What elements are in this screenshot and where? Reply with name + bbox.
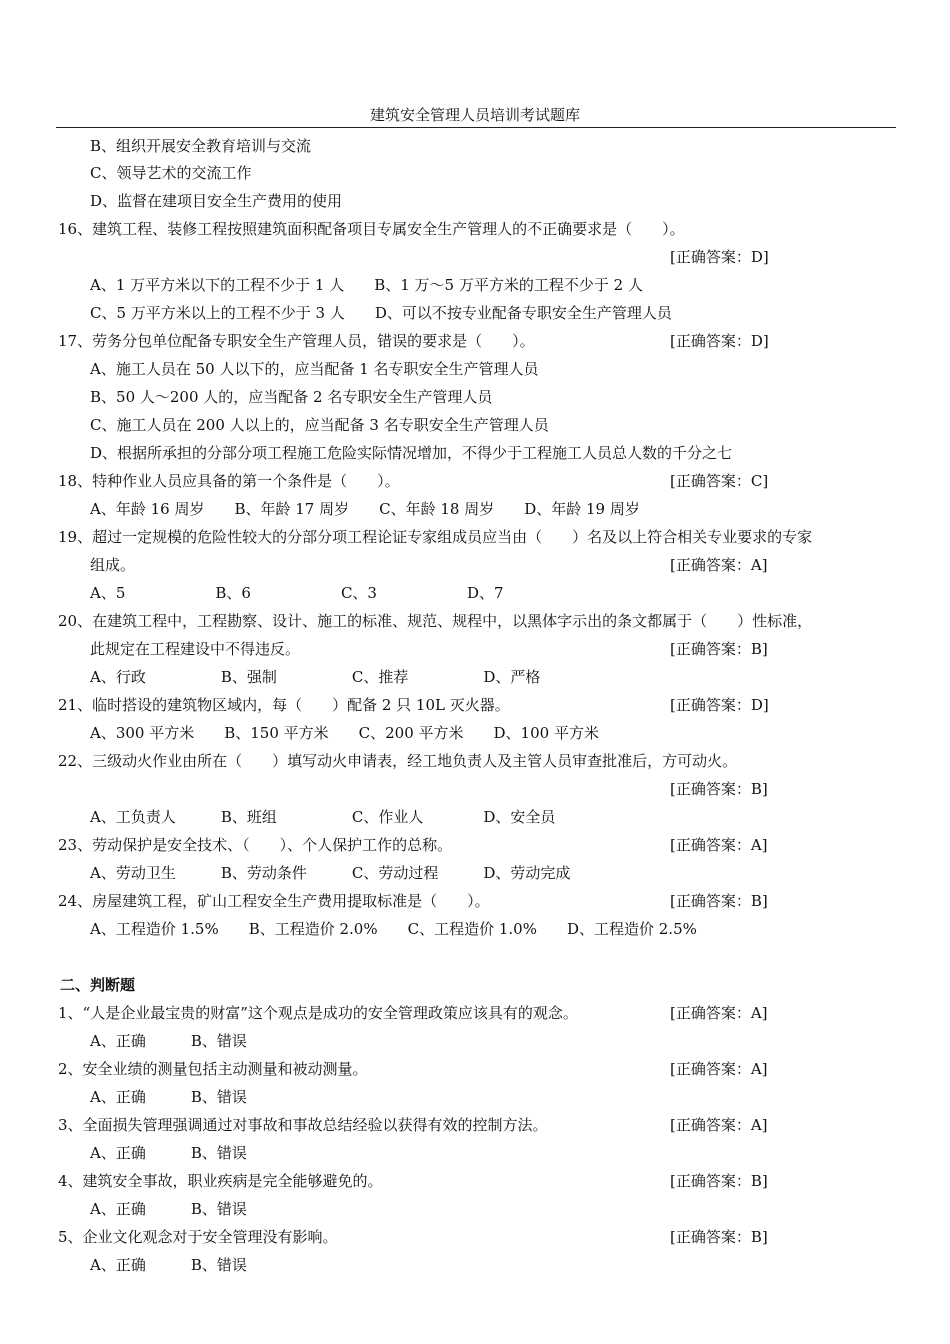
text-line: 21、临时搭设的建筑物区域内，每（ ）配备 2 只 10L 灭火器。: [58, 696, 510, 714]
text-line: B、50 人～200 人的，应当配备 2 名专职安全生产管理人员: [90, 388, 493, 406]
text-line: A、300 平方米 B、150 平方米 C、200 平方米 D、100 平方米: [90, 724, 599, 742]
text-line: A、年龄 16 周岁 B、年龄 17 周岁 C、年龄 18 周岁 D、年龄 19 周岁: [90, 500, 640, 518]
text-line: 3、全面损失管理强调通过对事故和事故总结经验以获得有效的控制方法。: [58, 1116, 548, 1134]
text-line: 24、房屋建筑工程，矿山工程安全生产费用提取标准是（ ）。: [58, 892, 490, 910]
answer-label: [正确答案：A]: [670, 836, 768, 854]
answer-label: [正确答案：D]: [670, 248, 769, 266]
answer-label: [正确答案：C]: [670, 472, 769, 490]
text-line: 2、安全业绩的测量包括主动测量和被动测量。: [58, 1060, 368, 1078]
text-line: 1、“人是企业最宝贵的财富”这个观点是成功的安全管理政策应该具有的观念。: [58, 1004, 578, 1022]
text-line: A、行政 B、强制 C、推荐 D、严格: [90, 668, 541, 686]
answer-label: [正确答案：D]: [670, 332, 769, 350]
text-line: 23、劳动保护是安全技术、（ ）、个人保护工作的总称。: [58, 836, 453, 854]
answer-label: [正确答案：A]: [670, 1116, 768, 1134]
answer-label: [正确答案：A]: [670, 1004, 768, 1022]
text-line: A、施工人员在 50 人以下的，应当配备 1 名专职安全生产管理人员: [90, 360, 539, 378]
text-line: 16、建筑工程、装修工程按照建筑面积配备项目专属安全生产管理人的不正确要求是（ ）。: [58, 220, 685, 238]
text-line: A、正确 B、错误: [90, 1144, 247, 1162]
answer-label: [正确答案：D]: [670, 696, 769, 714]
answer-label: [正确答案：A]: [670, 1060, 768, 1078]
text-line: 此规定在工程建设中不得违反。: [90, 640, 301, 658]
text-line: A、正确 B、错误: [90, 1088, 247, 1106]
text-line: 18、特种作业人员应具备的第一个条件是（ ）。: [58, 472, 400, 490]
answer-label: [正确答案：B]: [670, 780, 768, 798]
text-line: A、工负责人 B、班组 C、作业人 D、安全员: [90, 808, 556, 826]
text-line: 组成。: [90, 556, 136, 574]
text-line: 5、企业文化观念对于安全管理没有影响。: [58, 1228, 338, 1246]
answer-label: [正确答案：B]: [670, 1228, 768, 1246]
text-line: D、根据所承担的分部分项工程施工危险实际情况增加，不得少于工程施工人员总人数的千分之七: [90, 444, 733, 462]
text-line: A、正确 B、错误: [90, 1032, 247, 1050]
answer-label: [正确答案：B]: [670, 640, 768, 658]
text-line: C、施工人员在 200 人以上的，应当配备 3 名专职安全生产管理人员: [90, 416, 549, 434]
text-line: C、5 万平方米以上的工程不少于 3 人 D、可以不按专业配备专职安全生产管理人员: [90, 304, 672, 322]
text-line: D、监督在建项目安全生产费用的使用: [90, 192, 343, 210]
text-line: A、1 万平方米以下的工程不少于 1 人 B、1 万～5 万平方米的工程不少于 2 人: [90, 276, 643, 294]
text-line: A、5 B、6 C、3 D、7: [90, 584, 504, 602]
text-line: 22、三级动火作业由所在（ ）填写动火申请表，经工地负责人及主管人员审查批准后，方可动火。: [58, 752, 738, 770]
text-line: 20、在建筑工程中，工程勘察、设计、施工的标准、规范、规程中，以黑体字示出的条文都属于（ ）性标准，: [58, 612, 813, 630]
text-line: C、领导艺术的交流工作: [90, 164, 252, 182]
answer-label: [正确答案：B]: [670, 892, 768, 910]
text-line: 19、超过一定规模的危险性较大的分部分项工程论证专家组成员应当由（ ）名及以上符合相关专业要求的专家: [58, 528, 813, 546]
text-line: 17、劳务分包单位配备专职安全生产管理人员，错误的要求是（ ）。: [58, 332, 535, 350]
answer-label: [正确答案：B]: [670, 1172, 768, 1190]
text-line: 4、建筑安全事故，职业疾病是完全能够避免的。: [58, 1172, 383, 1190]
text-line: A、工程造价 1.5% B、工程造价 2.0% C、工程造价 1.0% D、工程造价 2.5%: [90, 920, 697, 938]
text-line: A、正确 B、错误: [90, 1200, 247, 1218]
running-header: 建筑安全管理人员培训考试题库: [369, 106, 580, 124]
text-line: A、劳动卫生 B、劳动条件 C、劳动过程 D、劳动完成: [90, 864, 571, 882]
answer-label: [正确答案：A]: [670, 556, 768, 574]
section-title-judgement: 二、判断题: [60, 976, 136, 994]
text-line: A、正确 B、错误: [90, 1256, 247, 1274]
text-line: B、组织开展安全教育培训与交流: [90, 137, 312, 155]
header-rule: [56, 127, 896, 128]
